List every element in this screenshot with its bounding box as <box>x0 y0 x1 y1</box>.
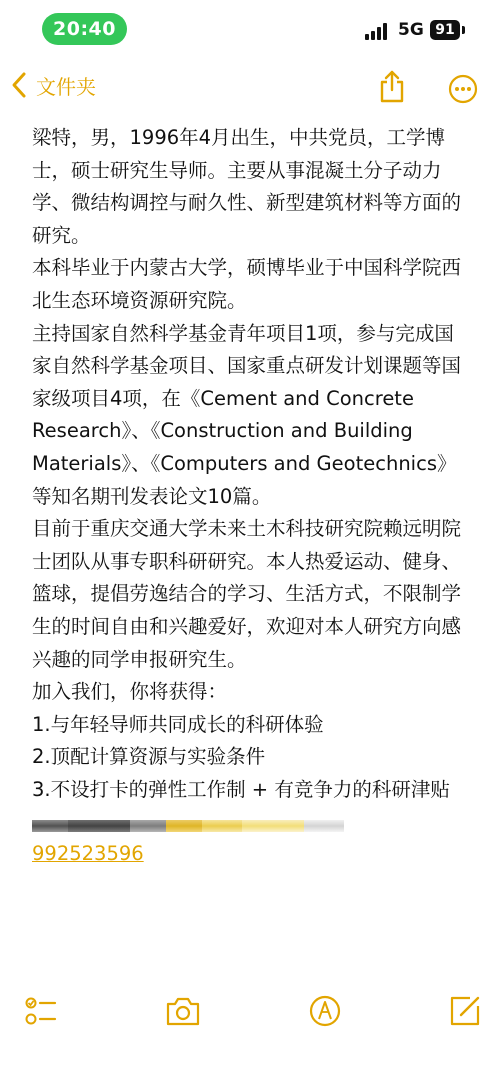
bottom-toolbar <box>0 988 500 1038</box>
note-paragraph-current: 目前于重庆交通大学未来土木科技研究院赖远明院士团队从事专职科研研究。本人热爱运动、健身、篮球，提倡劳逸结合的学习、生活方式，不限制学生的时间自由和兴趣爱好，欢迎对本人研究方向感兴趣的同学申报研究生。 <box>32 517 462 671</box>
status-bar <box>0 0 500 54</box>
compose-icon[interactable] <box>448 994 482 1028</box>
note-paragraph-join: 加入我们，你将获得： <box>32 680 228 704</box>
battery-tip <box>462 26 465 34</box>
back-button[interactable] <box>10 70 96 100</box>
battery-icon: 91 <box>430 20 460 40</box>
note-paragraph-bio: 梁特，男，1996年4月出生，中共党员，工学博士，硕士研究生导师。主要从事混凝土分子动力学、微结构调控与耐久性、新型建筑材料等方面的研究。 <box>32 126 462 247</box>
network-type: 5G <box>398 20 424 40</box>
note-benefit-3: 3.不设打卡的弹性工作制 + 有竞争力的科研津贴 <box>32 777 450 801</box>
chevron-left-icon <box>10 70 28 100</box>
checklist-icon[interactable] <box>24 994 58 1028</box>
share-icon[interactable] <box>378 70 406 104</box>
note-benefit-1: 1.与年轻导师共同成长的科研体验 <box>32 712 324 736</box>
note-paragraph-projects: 主持国家自然科学基金青年项目1项，参与完成国家自然科学基金项目、国家重点研发计划课题等国家级项目4项，在《Cement and Concrete Research》、《Construction and Building Materials》、《Computers and Geotechnics》等知名期刊发表论文10篇。 <box>32 321 462 508</box>
redacted-text <box>32 818 372 834</box>
note-body[interactable] <box>32 122 472 871</box>
status-time[interactable]: 20:40 <box>42 13 127 45</box>
more-circle-icon[interactable] <box>448 74 478 104</box>
note-paragraph-education: 本科毕业于内蒙古大学，硕博毕业于中国科学院西北生态环境资源研究院。 <box>32 256 462 312</box>
back-label: 文件夹 <box>36 74 96 99</box>
phone-number-link[interactable]: 992523596 <box>32 842 144 866</box>
cellular-signal-icon <box>365 22 391 40</box>
note-benefit-2: 2.顶配计算资源与实验条件 <box>32 745 266 769</box>
nav-bar <box>0 64 500 114</box>
pen-tip-icon[interactable] <box>308 994 342 1028</box>
camera-icon[interactable] <box>165 994 201 1028</box>
